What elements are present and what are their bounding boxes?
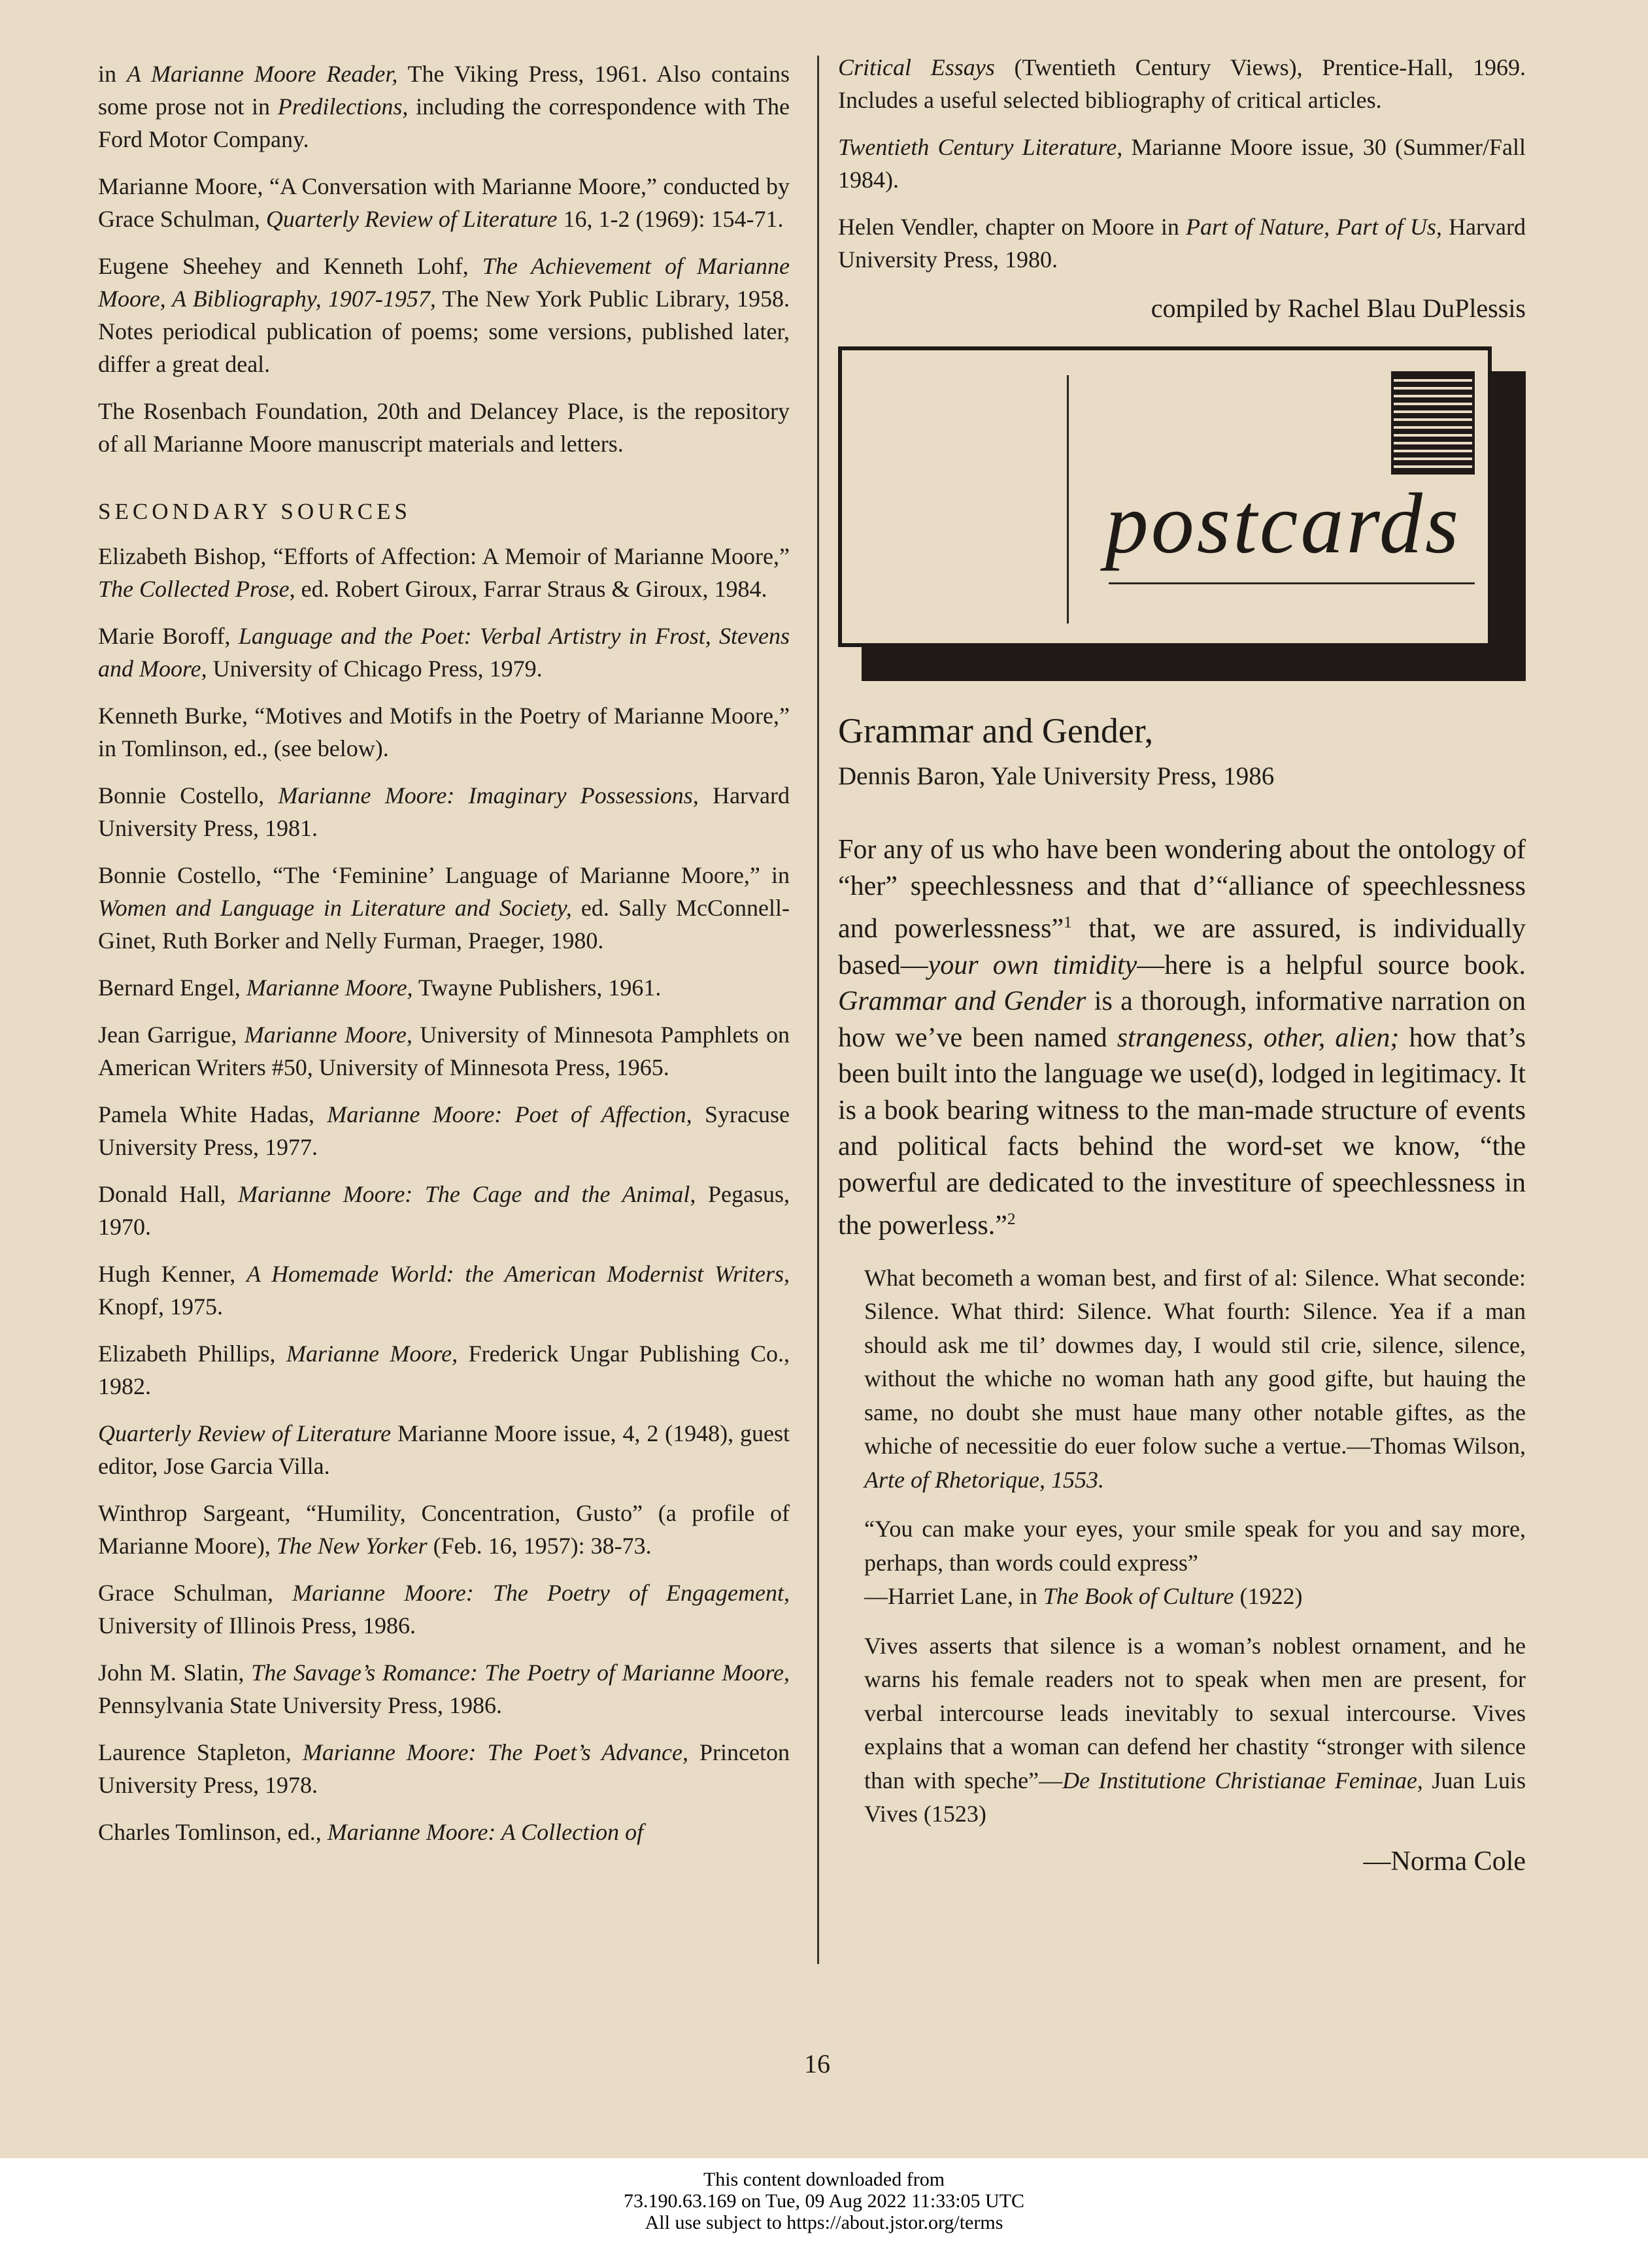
column-divider <box>817 56 819 1964</box>
bibliography-entry: Elizabeth Phillips, Marianne Moore, Frederick Ungar Publishing Co., 1982. <box>98 1341 790 1399</box>
bibliography-entry: in A Marianne Moore Reader, The Viking Press, 1961. Also contains some prose not in Predilections, including the correspondence with The Ford Motor Company. <box>98 61 790 152</box>
right-entries <box>838 51 1526 276</box>
block-quote: Vives asserts that silence is a woman’s noblest ornament, and he warns his female readers not to speak when men are present, for verbal intercourse leads inevitably to sexual intercourse. Vives explains that a woman can defend her chastity “stronger with silence than with speche”—De Institutione Christianae Feminae, Juan Luis Vives (1523) <box>864 1632 1526 1827</box>
bibliography-entry: Elizabeth Bishop, “Efforts of Affection: A Memoir of Marianne Moore,” The Collected Prose, ed. Robert Giroux, Farrar Straus & Giroux, 1984. <box>98 543 790 602</box>
address-line <box>1109 582 1475 584</box>
block-quote: What becometh a woman best, and first of al: Silence. What seconde: Silence. What third: Silence. What fourth: Silence. Yea if a man should ask me til’ dowmes day, I would stil crie, silence, silence, without the whiche no woman hath any good gifte, but hauing the same, no doubt she must haue many other notable giftes, as the whiche of necessitie do euer folow suche a vertue.—Thomas Wilson, Arte of Rhetorique, 1553. <box>864 1264 1526 1493</box>
bibliography-entry: Winthrop Sargeant, “Humility, Concentration, Gusto” (a profile of Marianne Moore), The New Yorker (Feb. 16, 1957): 38-73. <box>98 1500 790 1559</box>
postcards-banner <box>838 346 1526 703</box>
bibliography-entry: Marie Boroff, Language and the Poet: Verbal Artistry in Frost, Stevens and Moore, University of Chicago Press, 1979. <box>98 623 790 682</box>
page-number: 16 <box>804 2049 830 2078</box>
secondary-sources-heading: SECONDARY SOURCES <box>98 499 411 524</box>
bibliography-entry: Donald Hall, Marianne Moore: The Cage and the Animal, Pegasus, 1970. <box>98 1181 790 1240</box>
footer-line: 73.190.63.169 on Tue, 09 Aug 2022 11:33:05 UTC <box>623 2190 1025 2212</box>
footer-line: All use subject to https://about.jstor.org/terms <box>645 2212 1003 2233</box>
bibliography-entry: Bonnie Costello, Marianne Moore: Imaginary Possessions, Harvard University Press, 1981. <box>98 782 790 841</box>
compiler-credit: compiled by Rachel Blau DuPlessis <box>1151 293 1526 323</box>
bibliography-entry: Kenneth Burke, “Motives and Motifs in the Poetry of Marianne Moore,” in Tomlinson, ed., (see below). <box>98 703 790 761</box>
bibliography-entry: Bernard Engel, Marianne Moore, Twayne Publishers, 1961. <box>98 975 662 1001</box>
bibliography-entry: The Rosenbach Foundation, 20th and Delancey Place, is the repository of all Marianne Moore manuscript materials and letters. <box>98 398 790 457</box>
postcard-face <box>838 346 1492 647</box>
bibliography-entry: John M. Slatin, The Savage’s Romance: The Poetry of Marianne Moore, Pennsylvania State University Press, 1986. <box>98 1659 790 1718</box>
bibliography-entry: Hugh Kenner, A Homemade World: the American Modernist Writers, Knopf, 1975. <box>98 1261 790 1320</box>
bibliography-entry: Laurence Stapleton, Marianne Moore: The Poet’s Advance, Princeton University Press, 1978. <box>98 1739 790 1798</box>
block-quote: “You can make your eyes, your smile speak for you and say more, perhaps, than words could express” —Harriet Lane, in The Book of Culture (1922) <box>864 1516 1526 1609</box>
bibliography-entry: Eugene Sheehey and Kenneth Lohf, The Achievement of Marianne Moore, A Bibliography, 1907-1957, The New York Public Library, 1958. Notes periodical publication of poems; some versions, published later, differ a great deal. <box>98 253 790 377</box>
postcard-divider <box>1067 375 1069 624</box>
bibliography-entry: Charles Tomlinson, ed., Marianne Moore: A Collection of <box>98 1819 644 1845</box>
left-column <box>98 58 790 1863</box>
review-subtitle: Dennis Baron, Yale University Press, 1986 <box>838 762 1275 790</box>
bibliography-entry: Twentieth Century Literature, Marianne Moore issue, 30 (Summer/Fall 1984). <box>838 134 1526 193</box>
bibliography-entry: Grace Schulman, Marianne Moore: The Poetry of Engagement, University of Illinois Press, 1986. <box>98 1580 790 1639</box>
bibliography-entry: Helen Vendler, chapter on Moore in Part of Nature, Part of Us, Harvard University Press, 1980. <box>838 214 1526 273</box>
right-column <box>838 51 1526 1880</box>
review-signoff: —Norma Cole <box>1363 1846 1526 1876</box>
bibliography-entry: Quarterly Review of Literature Marianne Moore issue, 4, 2 (1948), guest editor, Jose Garcia Villa. <box>98 1420 790 1479</box>
review-quotes <box>838 1261 1526 1831</box>
stamp-icon <box>1391 371 1475 475</box>
bibliography-entry: Bonnie Costello, “The ‘Feminine’ Language of Marianne Moore,” in Women and Language in Literature and Society, ed. Sally McConnell-Ginet, Ruth Borker and Nelly Furman, Praeger, 1980. <box>98 862 790 954</box>
secondary-entries <box>98 540 790 1848</box>
bibliography-entry: Critical Essays (Twentieth Century Views), Prentice-Hall, 1969. Includes a useful selected bibliography of critical articles. <box>838 54 1526 113</box>
primary-entries <box>98 58 790 460</box>
review-title: Grammar and Gender, <box>838 711 1154 750</box>
review-body: For any of us who have been wondering about the ontology of “her” speechlessness and that d’“alliance of speechlessness and powerlessness”$^1$ that, we are assured, is individually based—your own timidity—here is a helpful source book. Grammar and Gender is a thorough, informative narration on how we’ve been named strangeness, other, alien; how that’s been built into the language we use(d), lodged in legitimacy. It is a book bearing witness to the man-made structure of events and political facts behind the word-set we know, “the powerful are dedicated to the investiture of speechlessness in the powerless.”$^2$ <box>838 835 1526 1241</box>
bibliography-entry: Marianne Moore, “A Conversation with Marianne Moore,” conducted by Grace Schulman, Quarterly Review of Literature 16, 1-2 (1969): 154-71. <box>98 173 790 232</box>
footer-line: This content downloaded from <box>703 2169 945 2190</box>
postcards-title: postcards <box>1105 475 1462 571</box>
jstor-footer <box>0 2169 1648 2233</box>
bibliography-entry: Jean Garrigue, Marianne Moore, University of Minnesota Pamphlets on American Writers #50, University of Minnesota Press, 1965. <box>98 1022 790 1080</box>
bibliography-entry: Pamela White Hadas, Marianne Moore: Poet of Affection, Syracuse University Press, 1977. <box>98 1101 790 1160</box>
